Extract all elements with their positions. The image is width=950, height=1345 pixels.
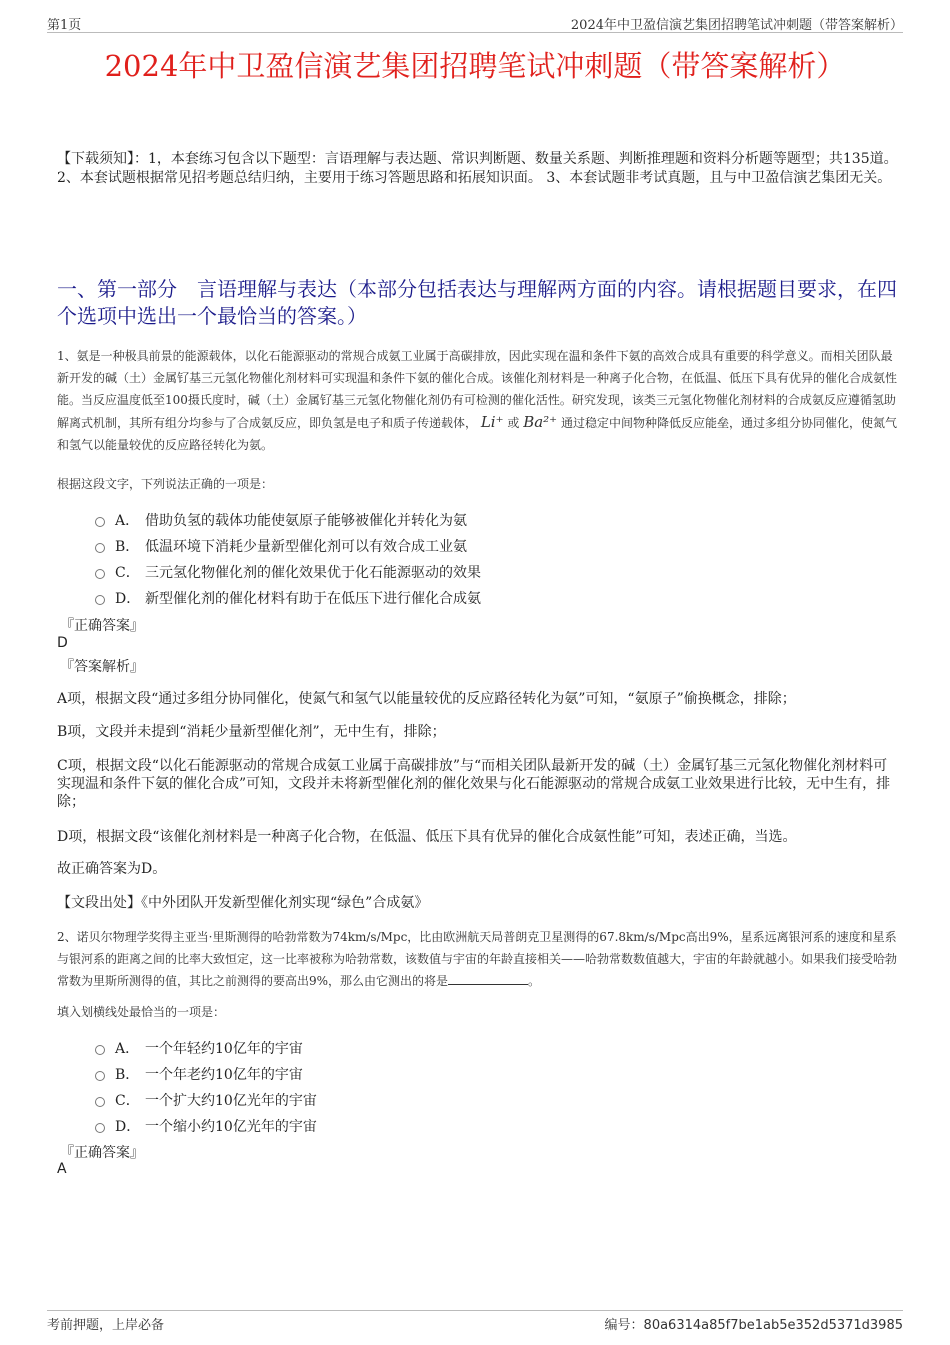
footer-code: 编号：80a6314a85f7be1ab5e352d5371d3985 (604, 1318, 903, 1333)
answer-2: A (57, 1161, 67, 1177)
radio-icon[interactable] (95, 543, 105, 553)
option-c[interactable]: C． 三元氢化物催化剂的催化效果优于化石能源驱动的效果 (95, 559, 481, 585)
download-notice: 【下载须知】：1，本套练习包含以下题型：言语理解与表达题、常识判断题、数量关系题、判断推理题和资料分析题等题型；共135道。 2、本套试题根据常见招考题总结归纳，主要用于练习答题思路和拓展知识面。 3、本套试题非考试真题，且与中卫盈信演艺集团无关。 (57, 151, 898, 186)
page-number: 第1页 (47, 18, 82, 33)
question-1-options (95, 507, 481, 611)
blank-line (448, 984, 528, 985)
answer-1: D (57, 635, 68, 651)
radio-icon[interactable] (95, 517, 105, 527)
or-word: 或 (507, 416, 520, 430)
question-1-text-b: 通过稳定中间物种降低反应能垒，通过多组分协同催化，使氮气和氢气以能量较优的反应路径转化为氨。 (57, 416, 897, 452)
analysis-c: C项，根据文段“以化石能源驱动的常规合成氨工业属于高碳排放”与“而相关团队最新开发的碱（土）金属钌基三元氢化物催化剂材料可实现温和条件下氨的催化合成”可知，文段并未将新型催化剂的催化效果与化石能源驱动的常规合成氨工业效果进行比较，无中生有，排除； (57, 758, 891, 810)
question-1-text-a: 1、氨是一种极具前景的能源载体，以化石能源驱动的常规合成氨工业属于高碳排放，因此实现在温和条件下氨的高效合成具有重要的科学意义。而相关团队最新开发的碱（土）金属钌基三元氢化物催化剂材料可实现温和条件下氨的催化合成。该催化剂材料是一种离子化合物，在低温、低压下具有优异的催化合成氨性能。当反应温度低至100摄氏度时，碱（土）金属钌基三元氢化物催化剂仍有可检测的催化活性。研究发现，该类三元氢化物催化剂材料的合成氨反应遵循氢助解离式机制，其所有组分均参与了合成氨反应，即负氢是电子和质子传递载体， (57, 349, 898, 430)
radio-icon[interactable] (95, 1071, 105, 1081)
answer-label-2: 『正确答案』 (60, 1145, 144, 1161)
radio-icon[interactable] (95, 1045, 105, 1055)
analysis-a: A项，根据文段“通过多组分协同催化，使氮气和氢气以能量较优的反应路径转化为氨”可知，“氨原子”偷换概念，排除； (57, 691, 796, 707)
question-2-options (95, 1035, 317, 1139)
radio-icon[interactable] (95, 1097, 105, 1107)
question-1-text (57, 345, 903, 456)
analysis-d: D项，根据文段“该催化剂材料是一种离子化合物，在低温、低压下具有优异的催化合成氨性能”可知，表述正确，当选。 (57, 829, 797, 845)
answer-label-1: 『正确答案』 (60, 618, 144, 634)
source: 【文段出处】《中外团队开发新型催化剂实现“绿色”合成氨》 (57, 895, 429, 911)
question-2-text: 2、诺贝尔物理学奖得主亚当·里斯测得的哈勃常数为74km/s/Mpc，比由欧洲航天局普朗克卫星测得的67.8km/s/Mpc高出9%，星系远离银河系的速度和星系与银河系的距离之间的比率大致恒定，这一比率被称为哈勃常数，该数值与宇宙的年龄直接相关——哈勃常数数值越大，宇宙的年龄就越小。如果我们接受哈勃常数为里斯所测得的值，其比之前测得的要高出9%，那么由它测出的将是 。 (57, 930, 898, 988)
option-d[interactable]: D． 一个缩小约10亿光年的宇宙 (95, 1113, 317, 1139)
option-a[interactable]: A． 一个年轻约10亿年的宇宙 (95, 1035, 317, 1061)
footer-divider (47, 1310, 903, 1311)
radio-icon[interactable] (95, 1123, 105, 1133)
option-b[interactable]: B． 一个年老约10亿年的宇宙 (95, 1061, 317, 1087)
formula-ba: Ba²⁺ (523, 413, 558, 431)
analysis-conclusion: 故正确答案为D。 (57, 861, 167, 877)
header-doc-title: 2024年中卫盈信演艺集团招聘笔试冲刺题（带答案解析） (570, 18, 903, 33)
question-2-prompt: 填入划横线处最恰当的一项是： (57, 1005, 226, 1019)
question-1-prompt: 根据这段文字，下列说法正确的一项是： (57, 477, 274, 491)
formula-li: Li⁺ (480, 413, 504, 431)
option-c[interactable]: C． 一个扩大约10亿光年的宇宙 (95, 1087, 317, 1113)
option-d[interactable]: D． 新型催化剂的催化材料有助于在低压下进行催化合成氨 (95, 585, 481, 611)
option-a[interactable]: A． 借助负氢的载体功能使氨原子能够被催化并转化为氨 (95, 507, 481, 533)
radio-icon[interactable] (95, 595, 105, 605)
analysis-b: B项，文段并未提到“消耗少量新型催化剂”，无中生有，排除； (57, 724, 446, 740)
section-heading: 一、第一部分 言语理解与表达（本部分包括表达与理解两方面的内容。请根据题目要求，在四个选项中选出一个最恰当的答案。） (57, 277, 897, 328)
header-divider (47, 32, 903, 33)
option-b[interactable]: B． 低温环境下消耗少量新型催化剂可以有效合成工业氨 (95, 533, 481, 559)
analysis-label: 『答案解析』 (60, 659, 144, 675)
radio-icon[interactable] (95, 569, 105, 579)
page-title: 2024年中卫盈信演艺集团招聘笔试冲刺题（带答案解析） (104, 49, 846, 83)
footer-slogan: 考前押题，上岸必备 (47, 1318, 165, 1333)
